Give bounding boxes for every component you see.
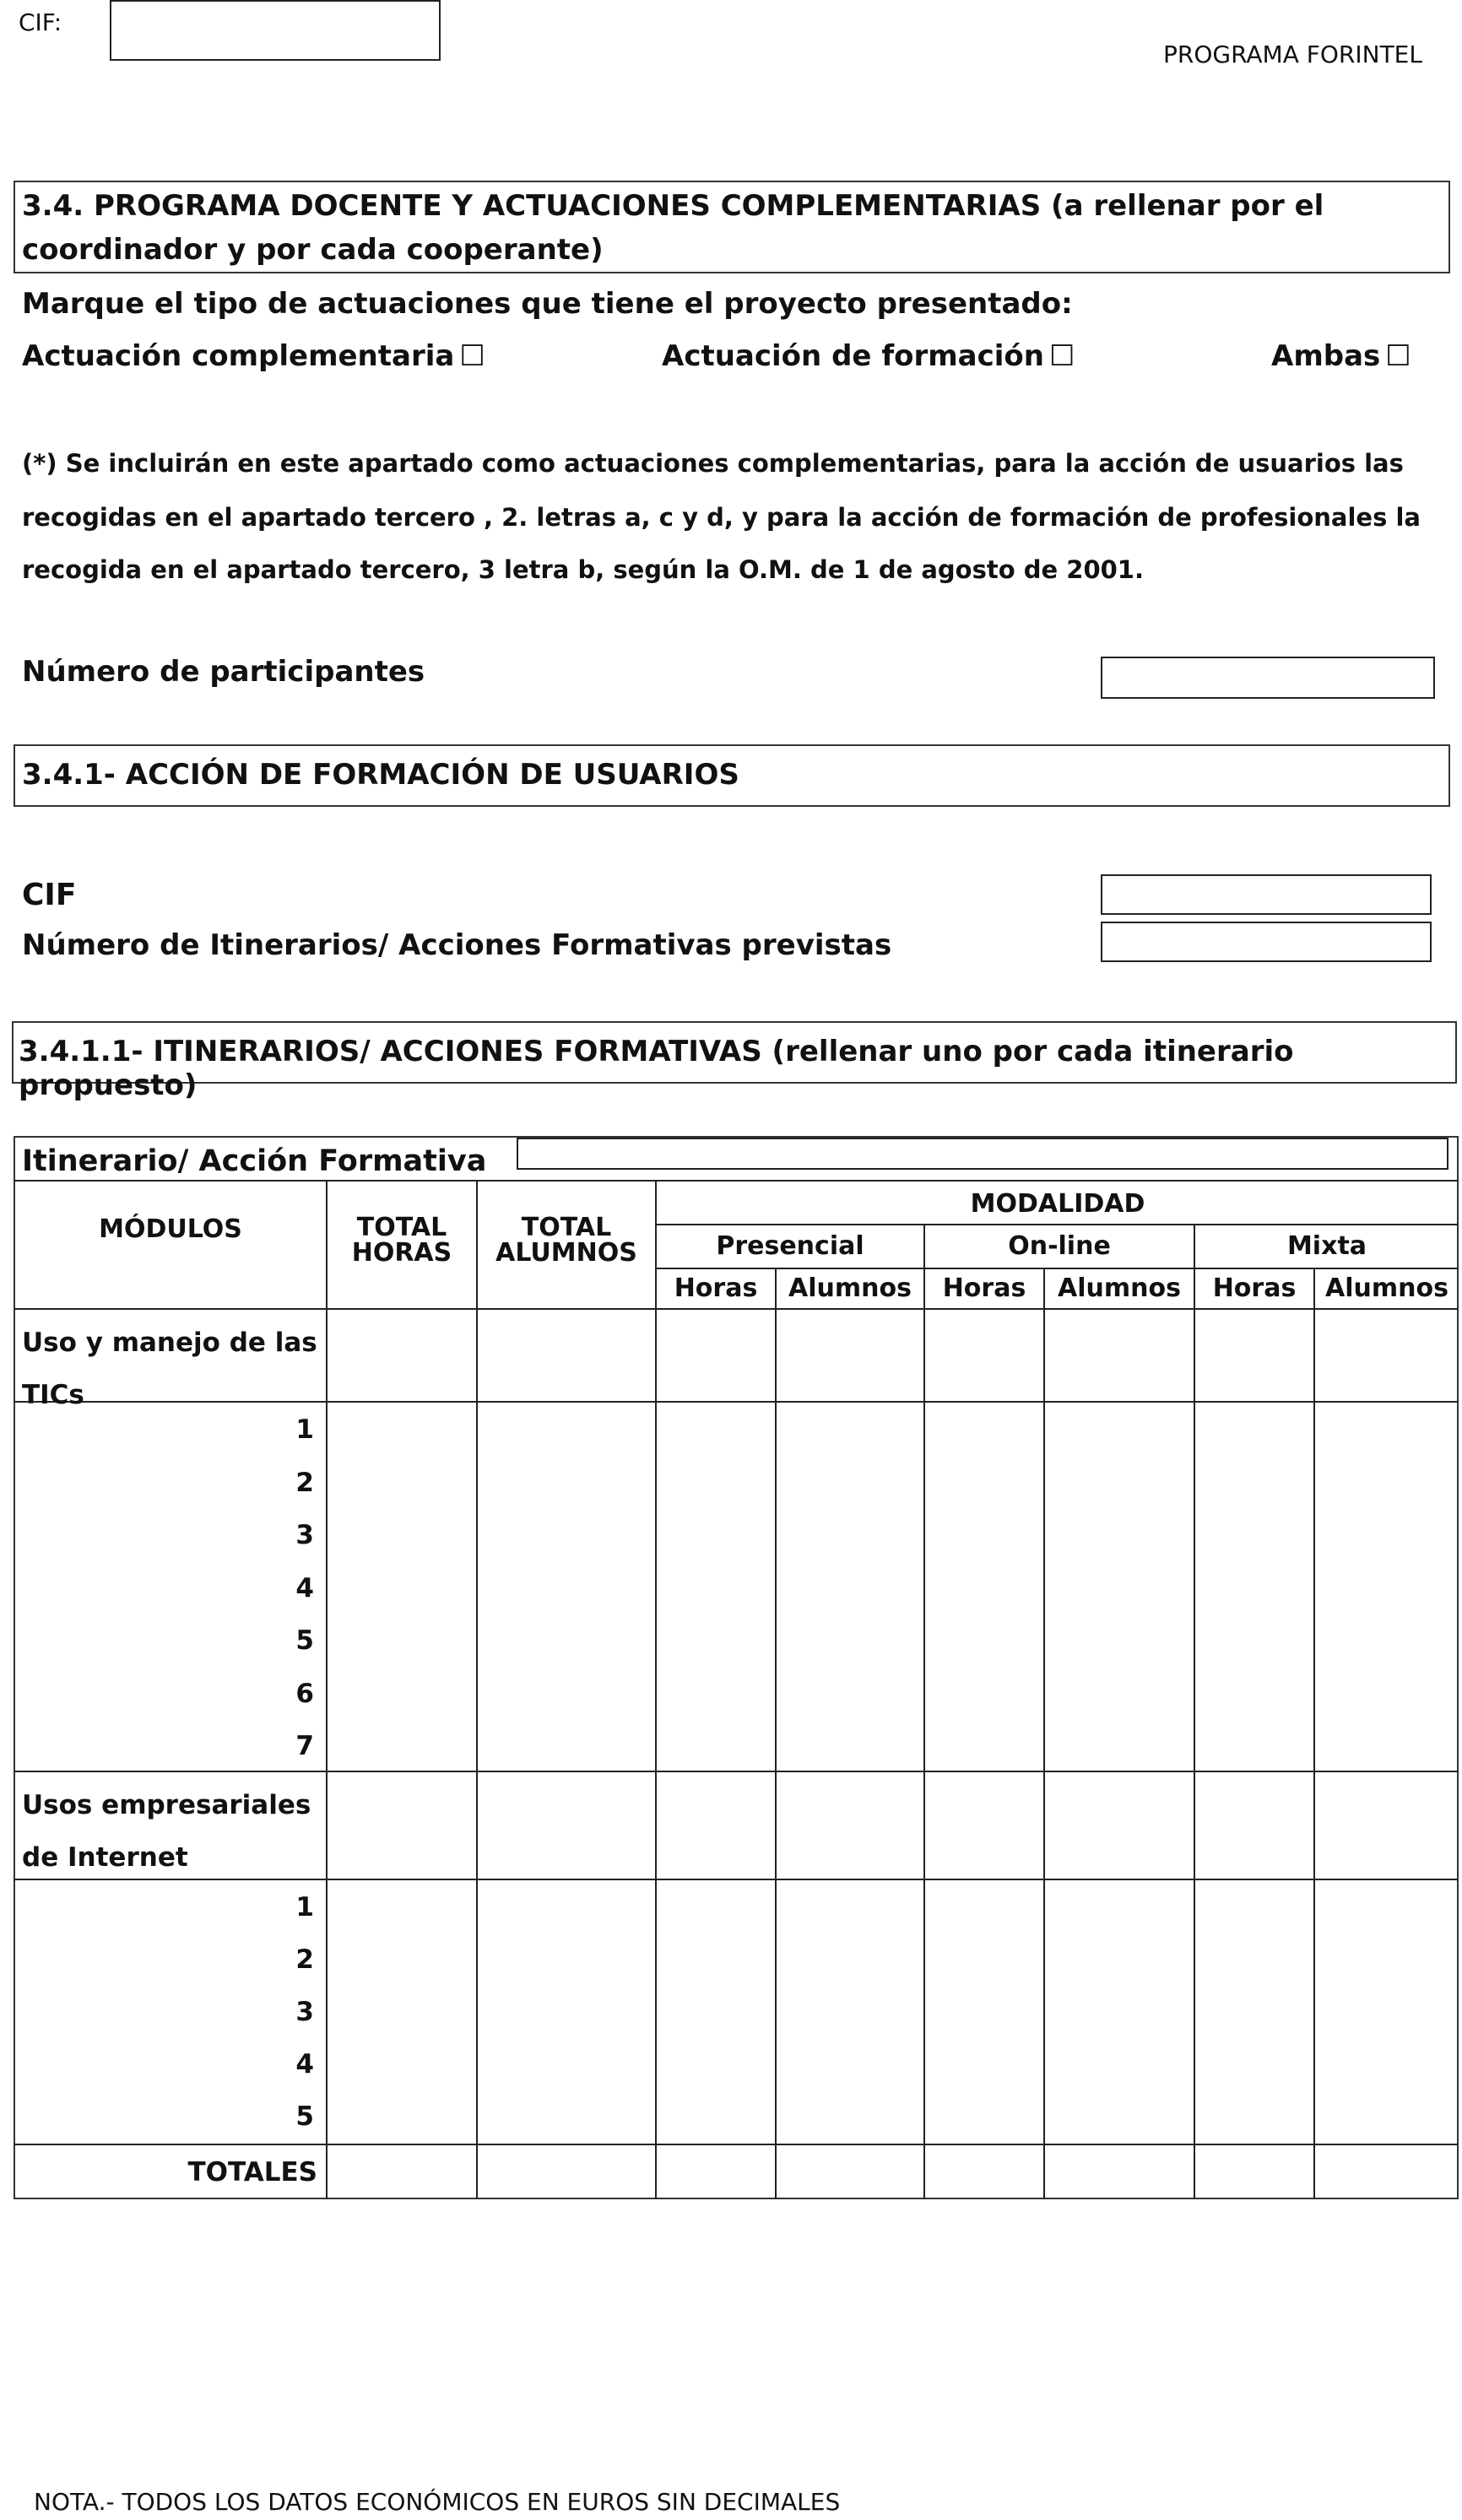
group1-row-4: 4 [295, 1573, 314, 1603]
note-line-1: (*) Se incluirán en este apartado como actuaciones complementarias, para la acción de usuarios las [22, 449, 1404, 478]
itinerario-label: Itinerario/ Acción Formativa [22, 1144, 487, 1178]
col-online-horas: Horas [942, 1274, 1026, 1303]
col-presencial-horas: Horas [674, 1274, 758, 1303]
col-mixta: Mixta [1286, 1231, 1367, 1261]
checkbox-formacion-icon[interactable]: ☐ [1048, 339, 1075, 373]
cif-header-label: CIF: [19, 8, 62, 36]
option-ambas-label: Ambas [1271, 339, 1381, 373]
col-total-horas-line1: TOTAL [356, 1213, 447, 1242]
section-34-title-line1: 3.4. PROGRAMA DOCENTE Y ACTUACIONES COMPLEMENTARIAS (a rellenar por el [22, 189, 1324, 223]
group2-row-2: 2 [295, 1944, 314, 1975]
group2-row-5: 5 [295, 2101, 314, 2132]
col-total-horas [328, 1215, 476, 1266]
group2-row-1: 1 [295, 1892, 314, 1922]
itinerarios-count-label: Número de Itinerarios/ Acciones Formativas previstas [22, 928, 892, 962]
group2-row-4: 4 [295, 2049, 314, 2079]
col-online: On-line [1008, 1231, 1111, 1261]
option-formacion[interactable] [662, 339, 1075, 373]
group2-row-3: 3 [295, 1997, 314, 2027]
col-total-alumnos [478, 1215, 655, 1266]
option-ambas[interactable] [1271, 339, 1411, 373]
col-presencial-alumnos: Alumnos [788, 1274, 912, 1303]
section-341-title: 3.4.1- ACCIÓN DE FORMACIÓN DE USUARIOS [22, 758, 739, 792]
note-line-3: recogida en el apartado tercero, 3 letra b, según la O.M. de 1 de agosto de 2001. [22, 555, 1145, 584]
col-modalidad: MODALIDAD [970, 1189, 1145, 1219]
option-formacion-label: Actuación de formación [662, 339, 1044, 373]
group1-title-line2: TICs [22, 1380, 84, 1410]
section-3411-title: 3.4.1.1- ITINERARIOS/ ACCIONES FORMATIVAS (rellenar uno por cada itinerario propuesto) [19, 1035, 1294, 1102]
col-total-alumnos-line1: TOTAL [521, 1213, 612, 1242]
group1-row-5: 5 [295, 1625, 314, 1656]
col-modulos: MÓDULOS [99, 1214, 242, 1244]
participants-field[interactable] [1101, 657, 1435, 699]
checkbox-complementaria-icon[interactable]: ☐ [459, 339, 485, 373]
group2-title-line1: Usos empresariales [22, 1790, 311, 1820]
group1-row-6: 6 [295, 1679, 314, 1709]
cif-field[interactable] [1101, 874, 1432, 915]
itinerario-field[interactable] [517, 1138, 1448, 1170]
col-mixta-alumnos: Alumnos [1325, 1274, 1448, 1303]
col-total-horas-line2: HORAS [351, 1238, 452, 1268]
cif-header-field[interactable] [110, 0, 441, 61]
col-mixta-horas: Horas [1212, 1274, 1297, 1303]
totales-label: TOTALES [187, 2157, 317, 2187]
group1-row-3: 3 [295, 1520, 314, 1550]
program-name: PROGRAMA FORINTEL [1163, 41, 1422, 68]
col-online-alumnos: Alumnos [1058, 1274, 1181, 1303]
instruction-text: Marque el tipo de actuaciones que tiene el proyecto presentado: [22, 287, 1073, 321]
itinerarios-count-field[interactable] [1101, 922, 1432, 962]
group1-row-2: 2 [295, 1468, 314, 1498]
group2-title [22, 1779, 311, 1884]
col-presencial: Presencial [716, 1231, 864, 1261]
group1-title-line1: Uso y manejo de las [22, 1328, 317, 1358]
cif-label: CIF [22, 878, 77, 912]
col-total-alumnos-line2: ALUMNOS [495, 1238, 637, 1268]
footer-note: NOTA.- TODOS LOS DATOS ECONÓMICOS EN EUROS SIN DECIMALES [34, 2488, 841, 2516]
note-line-2: recogidas en el apartado tercero , 2. letras a, c y d, y para la acción de formación de profesionales la [22, 503, 1421, 532]
participants-label: Número de participantes [22, 655, 425, 689]
group1-title [22, 1317, 317, 1421]
option-complementaria-label: Actuación complementaria [22, 339, 455, 373]
checkbox-ambas-icon[interactable]: ☐ [1385, 339, 1411, 373]
group1-row-1: 1 [295, 1414, 314, 1445]
section-34-title-line2: coordinador y por cada cooperante) [22, 233, 604, 267]
group1-row-7: 7 [295, 1731, 314, 1761]
option-complementaria[interactable] [22, 339, 485, 373]
group2-title-line2: de Internet [22, 1842, 188, 1873]
